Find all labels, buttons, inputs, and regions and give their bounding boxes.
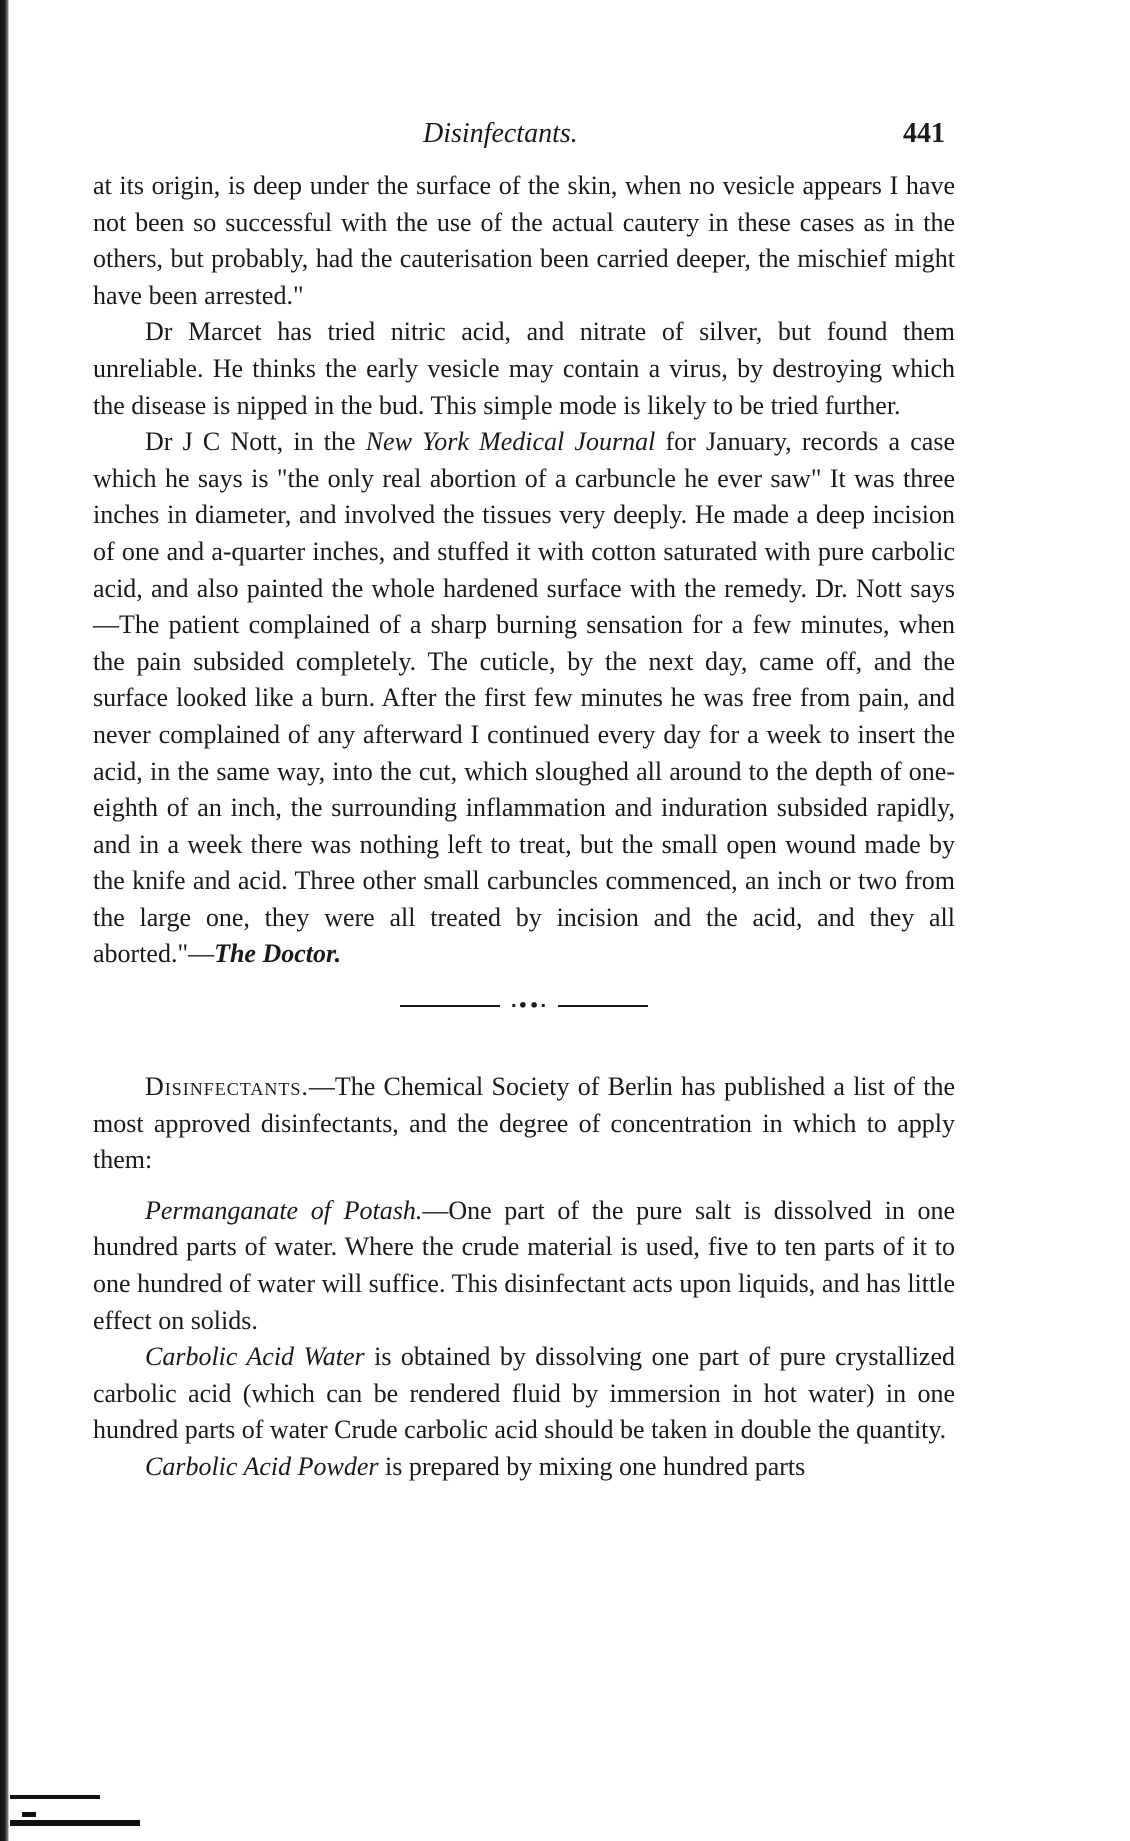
journal-title: New York Medical Journal [365, 427, 656, 457]
binding-speck [10, 1795, 100, 1799]
binding-edge [0, 0, 9, 1841]
paragraph [93, 1339, 955, 1449]
page-header [93, 118, 955, 168]
item-name: Carbolic Acid Powder [145, 1452, 379, 1481]
binding-speck [10, 1820, 140, 1826]
paragraph: at its origin, is deep under the surface of the skin, when no vesicle appears I have not been so successful with the use of the actual cautery in these cases as in the others, but probably, had the cauterisation been carried deeper, the mischief might have been arrested." [93, 171, 955, 310]
text-run: for January, records a case which he says is "the only real abortion of a carbuncle he ever saw" It was three inches in diameter, and involved the tissues very deeply. He made a deep incision of one and a-quarter inches, and stuffed it with cotton saturated with pure carbolic acid, and also painted the whole hardened surface with the remedy. Dr. Nott says —The patient complained of a sharp burning sensation for a few minutes, when the pain subsided completely. The cuticle, by the next day, came off, and the surface looked like a burn. After the first few minutes he was free from pain, and never complained of any afterward I continued every day for a week to insert the acid, in the same way, into the cut, which sloughed all around to the depth of one-eighth of an inch, the surrounding inflammation and induration subsided rapidly, and in a week there was nothing left to treat, but the small open wound made by the knife and acid. Three other small carbuncles commenced, an inch or two from the large one, they were all treated by incision and the acid, and they all aborted."— [93, 427, 955, 969]
source-citation: The Doctor. [214, 939, 342, 969]
text-run: is obtained by dissolving one part of pure crystallized carbolic acid (which can be rendered fluid by immersion in hot water) in one hundred parts of water Crude carbolic acid should be taken in double the quantity. [93, 1342, 955, 1445]
page [93, 118, 955, 1486]
paragraph: Dr Marcet has tried nitric acid, and nitrate of silver, but found them unreliable. He thinks the early vesicle may contain a virus, by destroying which the disease is nipped in the bud. This simple mode is likely to be tried further. [93, 317, 955, 420]
paragraph [93, 1193, 955, 1339]
text-run: —The Chemical Society of Berlin has published a list of the most approved disinfectants, and the degree of concentration in which to apply them: [93, 1072, 955, 1175]
text-run: is prepared by mixing one hundred parts [385, 1452, 806, 1481]
article-carbuncle [93, 168, 955, 973]
divider-line [400, 1005, 500, 1007]
paragraph [93, 1069, 955, 1179]
binding-speck [22, 1812, 36, 1817]
divider-ornament: ·••· [510, 996, 548, 1016]
page-number: 441 [903, 118, 945, 149]
article-disinfectants [93, 1069, 955, 1486]
section-heading: Disinfectants. [145, 1072, 309, 1102]
text-run: —One part of the pure salt is dissolved in one hundred parts of water. Where the crude material is used, five to ten parts of it to one hundred of water will suffice. This disinfectant acts upon liquids, and has little effect on solids. [93, 1195, 956, 1335]
paragraph [93, 424, 955, 973]
divider-line [558, 1005, 648, 1007]
item-name: Carbolic Acid Water [145, 1342, 365, 1372]
running-title: Disinfectants. [423, 118, 578, 149]
section-divider [93, 995, 955, 1051]
paragraph [93, 1449, 955, 1486]
item-name: Permanganate of Potash. [145, 1195, 423, 1225]
text-run: Dr J C Nott, in the [145, 427, 356, 457]
